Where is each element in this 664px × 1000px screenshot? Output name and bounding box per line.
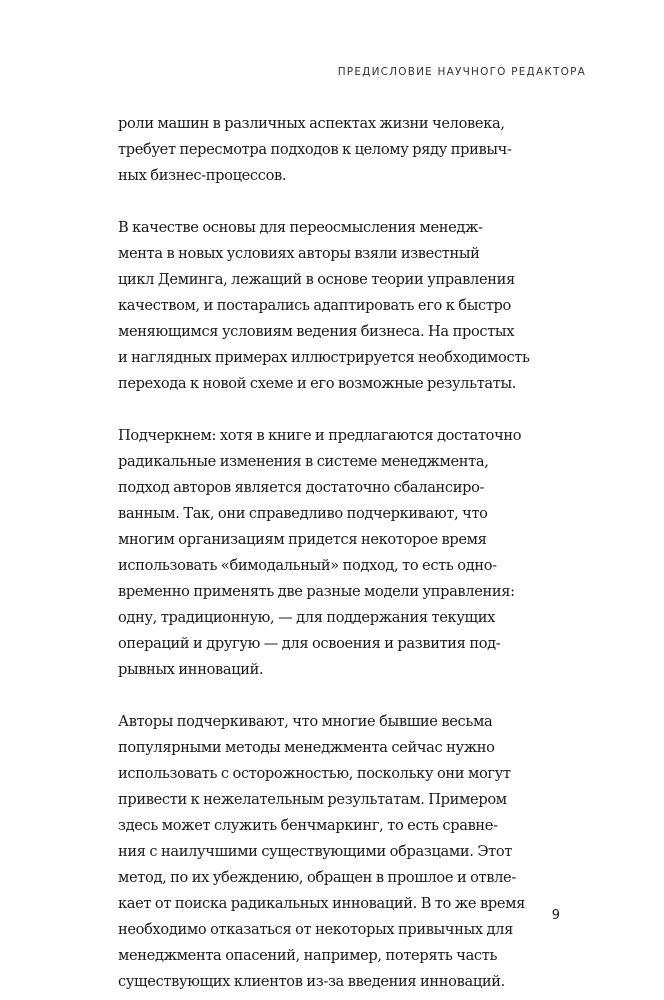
paragraph-gap [118,683,508,709]
text-line: популярными методы менеджмента сейчас нужно [118,739,495,756]
text-line: здесь может служить бенчмаркинг, то есть сравне- [118,817,498,834]
text-line: подход авторов является достаточно сбалансиро- [118,479,485,496]
text-line: ния с наилучшими существующими образцами. Этот [118,843,513,860]
text-line: использовать с осторожностью, поскольку они могут [118,765,511,782]
text-line: роли машин в различных аспектах жизни человека, [118,115,505,132]
text-line: рывных инноваций. [118,661,264,678]
text-line: и наглядных примерах иллюстрируется необходимость [118,349,530,366]
text-line: операций и другую — для освоения и развития под- [118,635,501,652]
paragraph-3 [118,423,522,683]
text-line: ных бизнес-процессов. [118,167,287,184]
running-head: ПРЕДИСЛОВИЕ НАУЧНОГО РЕДАКТОРА [337,66,586,78]
text-line: перехода к новой схеме и его возможные результаты. [118,375,517,392]
text-line: использовать «бимодальный» подход, то есть одно- [118,557,497,574]
paragraph-gap [118,397,508,423]
text-line: кает от поиска радикальных инноваций. В то же время [118,895,526,912]
body-text [118,111,530,995]
text-line: временно применять две разные модели управления: [118,583,515,600]
text-line: требует пересмотра подходов к целому ряду привыч- [118,141,512,158]
paragraph-4 [118,709,526,995]
text-line: необходимо отказаться от некоторых привычных для [118,921,513,938]
text-line: привести к нежелательным результатам. Примером [118,791,507,808]
page-number: 9 [551,908,560,923]
paragraph-2 [118,215,530,397]
paragraph-gap [118,189,508,215]
text-line: В качестве основы для переосмысления менедж- [118,219,483,236]
text-line: метод, по их убеждению, обращен в прошлое и отвле- [118,869,516,886]
paragraph-1 [118,111,512,189]
text-line: качеством, и постарались адаптировать его к быстро [118,297,511,314]
text-line: цикл Деминга, лежащий в основе теории управления [118,271,515,288]
text-line: меняющимся условиям ведения бизнеса. На простых [118,323,515,340]
text-line: мента в новых условиях авторы взяли известный [118,245,480,262]
text-line: одну, традиционную, — для поддержания текущих [118,609,496,626]
text-line: менеджмента опасений, например, потерять часть [118,947,498,964]
text-line: Подчеркнем: хотя в книге и предлагаются достаточно [118,427,522,444]
text-line: Авторы подчеркивают, что многие бывшие весьма [118,713,493,730]
text-line: многим организациям придется некоторое время [118,531,487,548]
text-line: существующих клиентов из-за введения инноваций. [118,973,505,990]
text-line: радикальные изменения в системе менеджмента, [118,453,489,470]
text-line: ванным. Так, они справедливо подчеркивают, что [118,505,488,522]
